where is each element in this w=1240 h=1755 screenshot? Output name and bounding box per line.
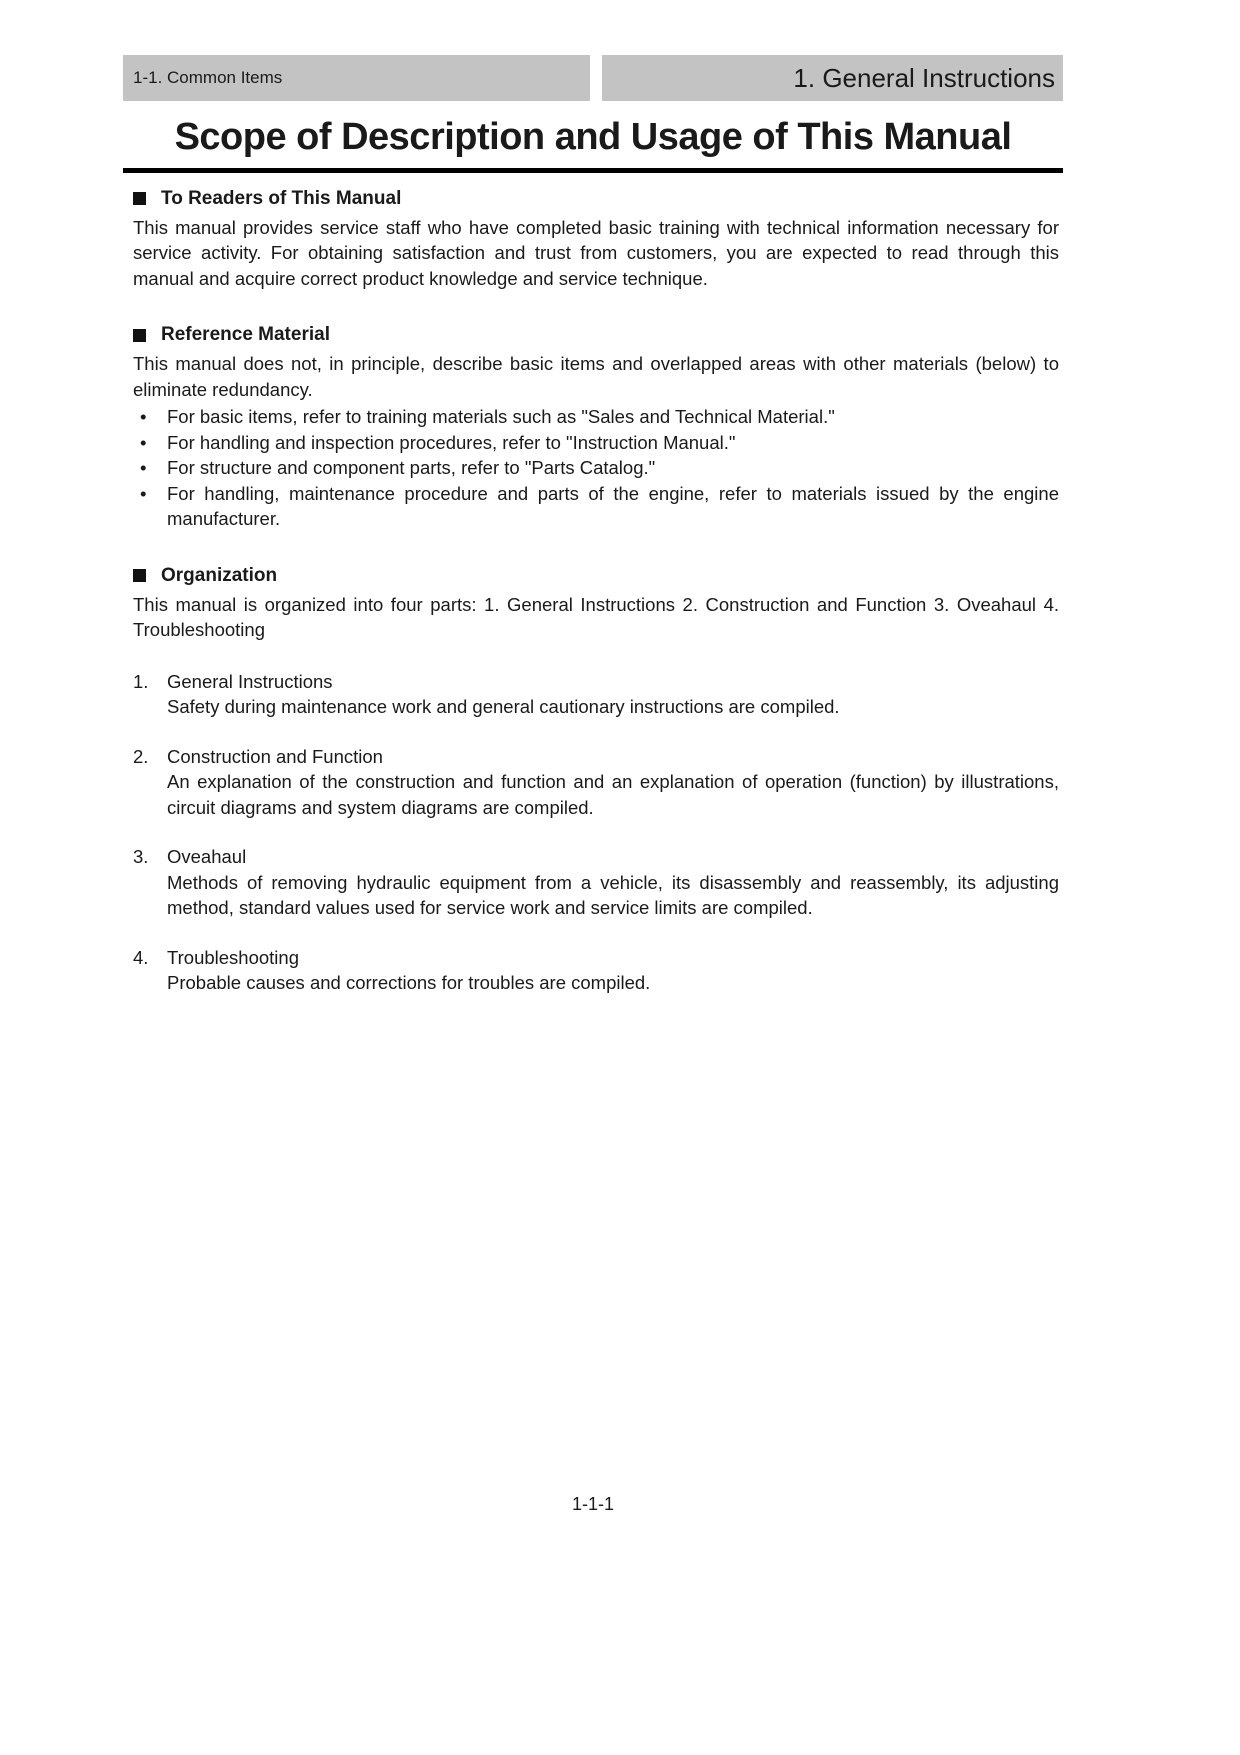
title-rule — [123, 168, 1063, 173]
item-number: 1. — [133, 670, 149, 692]
section-heading-label: Organization — [161, 564, 278, 586]
item-content — [167, 744, 1063, 821]
section-heading-label: To Readers of This Manual — [161, 187, 402, 209]
bullet-text: For structure and component parts, refer to "Parts Catalog." — [167, 457, 656, 479]
page-number: 1-1-1 — [571, 1494, 615, 1514]
item-title: Construction and Function — [167, 745, 383, 767]
list-item — [123, 481, 1063, 532]
section-square-icon — [133, 192, 146, 205]
section-square-icon — [133, 569, 146, 582]
section-body-organization: This manual is organized into four parts: 1. General Instructions 2. Construction and Function 3. Oveahaul 4. Troubleshooting — [133, 593, 1059, 641]
page-header — [123, 55, 1063, 101]
item-description: Methods of removing hydraulic equipment from a vehicle, its disassembly and reassembly, its adjusting method, standard values used for service work and service limits are compiled. — [167, 871, 1059, 919]
page-content — [123, 55, 1063, 996]
bullet-icon: • — [140, 457, 147, 479]
bullet-text: For handling, maintenance procedure and parts of the engine, refer to materials issued by the engine manufacturer. — [167, 482, 1059, 530]
section-body-to-readers: This manual provides service staff who have completed basic training with technical information necessary for service activity. For obtaining satisfaction and trust from customers, you are expected to read through this manual and acquire correct product knowledge and service technique. — [133, 216, 1059, 289]
list-item — [123, 844, 1063, 921]
header-divider — [590, 55, 602, 101]
organization-numbered-list — [123, 669, 1063, 996]
section-heading-label: Reference Material — [161, 324, 330, 346]
section-body-reference-material: This manual does not, in principle, describe basic items and overlapped areas with other materials (below) to eliminate redundancy. — [133, 353, 1059, 400]
bullet-icon: • — [140, 406, 147, 428]
item-content — [167, 844, 1063, 921]
item-description: Safety during maintenance work and general cautionary instructions are compiled. — [167, 696, 840, 718]
section-square-icon — [133, 329, 146, 342]
item-content — [167, 945, 1063, 996]
section-heading-organization — [133, 565, 1063, 587]
section-heading-to-readers — [133, 188, 1063, 210]
list-item — [123, 404, 1063, 430]
item-description: Probable causes and corrections for troubles are compiled. — [167, 972, 651, 994]
list-item — [123, 430, 1063, 456]
reference-bullet-list — [123, 404, 1063, 532]
list-item — [123, 455, 1063, 481]
item-title: Oveahaul — [167, 846, 247, 868]
item-number: 2. — [133, 745, 149, 767]
item-title: General Instructions — [167, 670, 333, 692]
bullet-text: For handling and inspection procedures, refer to "Instruction Manual." — [167, 431, 736, 453]
item-number: 3. — [133, 846, 149, 868]
section-heading-reference-material — [133, 324, 1063, 346]
list-item — [123, 945, 1063, 996]
header-chapter-label: 1. General Instructions — [602, 55, 1063, 101]
header-section-label: 1-1. Common Items — [123, 55, 590, 101]
bullet-text: For basic items, refer to training materials such as "Sales and Technical Material." — [167, 406, 835, 428]
item-number: 4. — [133, 946, 149, 968]
page-title: Scope of Description and Usage of This Manual — [174, 116, 1012, 158]
item-description: An explanation of the construction and function and an explanation of operation (function) by illustrations, circuit diagrams and system diagrams are compiled. — [167, 771, 1059, 818]
list-item — [123, 744, 1063, 821]
bullet-icon: • — [140, 482, 147, 504]
list-item — [123, 669, 1063, 720]
bullet-icon: • — [140, 431, 147, 453]
item-title: Troubleshooting — [167, 946, 299, 968]
item-content — [167, 669, 1063, 720]
